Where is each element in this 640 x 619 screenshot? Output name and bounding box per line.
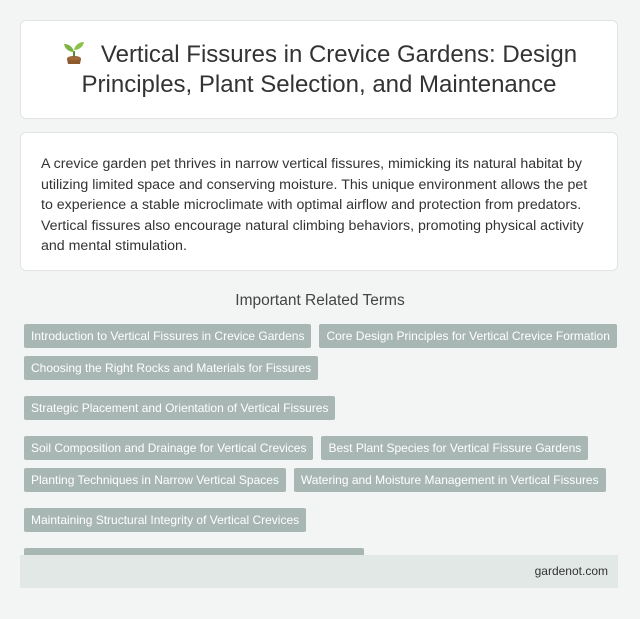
description-text: A crevice garden pet thrives in narrow vertical fissures, mimicking its natural habitat by utilizing limited space and conserving moisture. This unique environment allows the pet to experience a stable microclimate with optimal airflow and protection from predators. Vertical fissures also encourage natural climbing behaviors, promoting physical activity and mental stimulation.	[41, 156, 588, 254]
related-terms-heading: Important Related Terms	[235, 292, 405, 309]
related-term-tag[interactable]: Introduction to Vertical Fissures in Crevice Gardens	[24, 324, 311, 348]
related-term-tag[interactable]: Watering and Moisture Management in Vertical Fissures	[294, 468, 606, 492]
related-term-tag[interactable]: Choosing the Right Rocks and Materials for Fissures	[24, 356, 318, 380]
related-term-tag[interactable]: Soil Composition and Drainage for Vertical Crevices	[24, 436, 313, 460]
footer-site-link[interactable]: gardenot.com	[534, 564, 608, 578]
related-term-tag[interactable]: Best Plant Species for Vertical Fissure Gardens	[321, 436, 588, 460]
page-title	[45, 39, 593, 100]
related-term-tag[interactable]: Strategic Placement and Orientation of Vertical Fissures	[24, 396, 335, 420]
footer	[20, 555, 618, 588]
related-term-tag[interactable]: Planting Techniques in Narrow Vertical Spaces	[24, 468, 286, 492]
description-card	[20, 132, 618, 271]
related-terms-list	[24, 324, 624, 572]
sprout-icon	[61, 39, 87, 65]
page-title-text: Vertical Fissures in Crevice Gardens: Design Principles, Plant Selection, and Maintenance	[81, 41, 578, 98]
related-term-tag[interactable]: Core Design Principles for Vertical Crevice Formation	[319, 324, 616, 348]
title-card	[20, 20, 618, 119]
related-term-tag[interactable]: Maintaining Structural Integrity of Vertical Crevices	[24, 508, 306, 532]
